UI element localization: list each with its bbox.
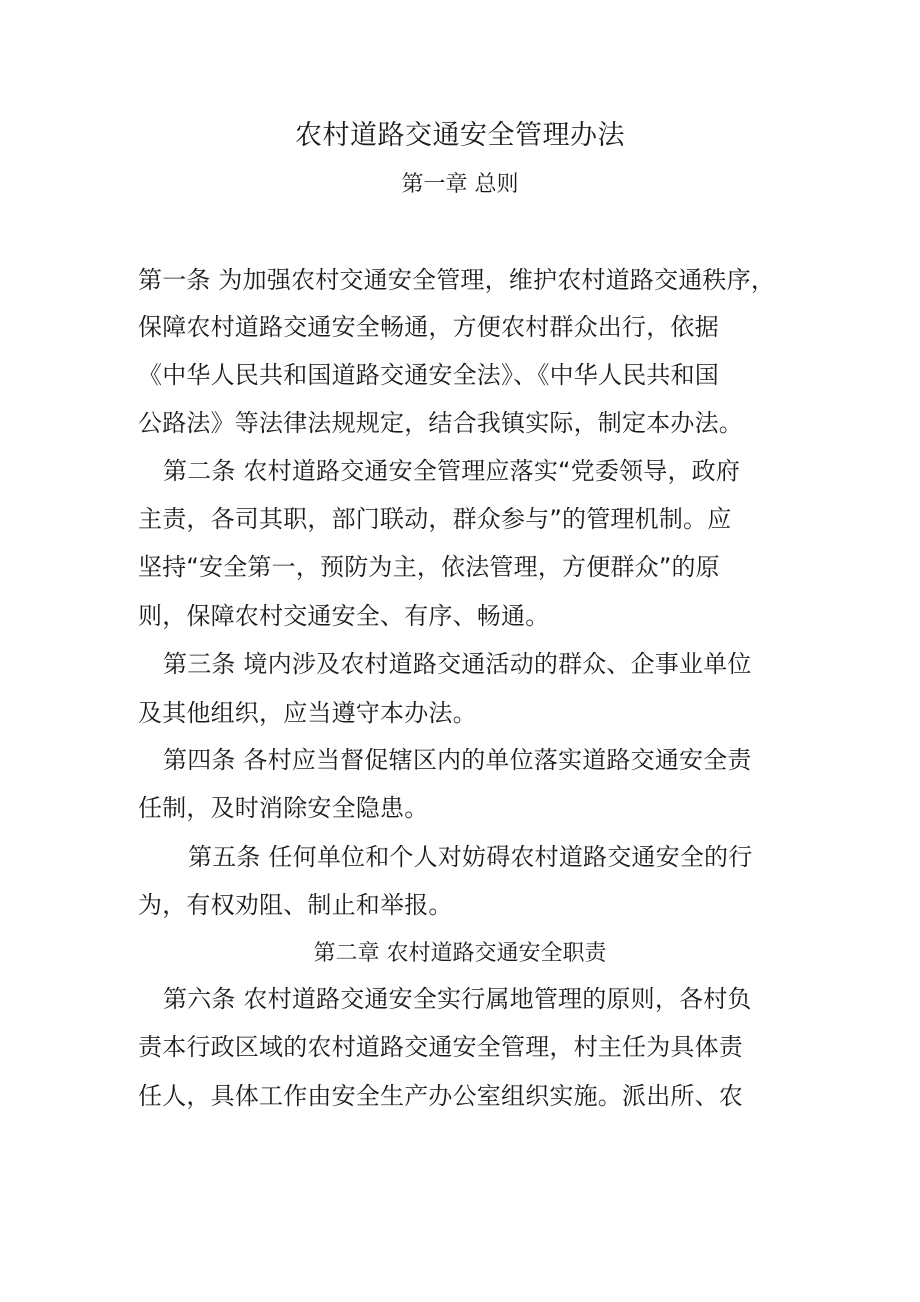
paragraph-line: 第三条 境内涉及农村道路交通活动的群众、企事业单位 — [163, 650, 752, 678]
paragraph-line: 第四条 各村应当督促辖区内的单位落实道路交通安全责 — [163, 746, 752, 774]
paragraph-line: 第六条 农村道路交通安全实行属地管理的原则，各村负 — [163, 985, 752, 1013]
paragraph-line: 任人，具体工作由安全生产办公室组织实施。派出所、农 — [138, 1082, 743, 1110]
document-title: 农村道路交通安全管理办法 — [295, 120, 625, 151]
paragraph-line: 及其他组织，应当遵守本办法。 — [138, 699, 477, 727]
paragraph-line: 保障农村道路交通安全畅通，方便农村群众出行，依据 — [138, 313, 719, 341]
paragraph-line: 则，保障农村交通安全、有序、畅通。 — [138, 602, 550, 630]
paragraph-line: 第二条 农村道路交通安全管理应落实“党委领导，政府 — [163, 457, 741, 485]
chapter-heading-1: 第一章 总则 — [401, 172, 519, 197]
paragraph-line: 《中华人民共和国道路交通安全法》、《中华人民共和国 — [138, 361, 719, 389]
paragraph-line: 任制，及时消除安全隐患。 — [138, 794, 429, 822]
paragraph-line: 公路法》等法律法规规定，结合我镇实际，制定本办法。 — [138, 409, 743, 437]
paragraph-line: 责本行政区域的农村道路交通安全管理，村主任为具体责 — [138, 1033, 743, 1061]
paragraph-line: 为，有权劝阻、制止和举报。 — [138, 891, 453, 919]
paragraph-line: 主责，各司其职，部门联动，群众参与”的管理机制。应 — [138, 505, 732, 533]
paragraph-line: 第五条 任何单位和个人对妨碍农村道路交通安全的行 — [188, 843, 753, 871]
chapter-heading-2: 第二章 农村道路交通安全职责 — [313, 941, 607, 966]
paragraph-line: 坚持“安全第一，预防为主，依法管理，方便群众”的原 — [138, 553, 720, 581]
paragraph-line: 第一条 为加强农村交通安全管理，维护农村道路交通秩序， — [138, 266, 776, 294]
